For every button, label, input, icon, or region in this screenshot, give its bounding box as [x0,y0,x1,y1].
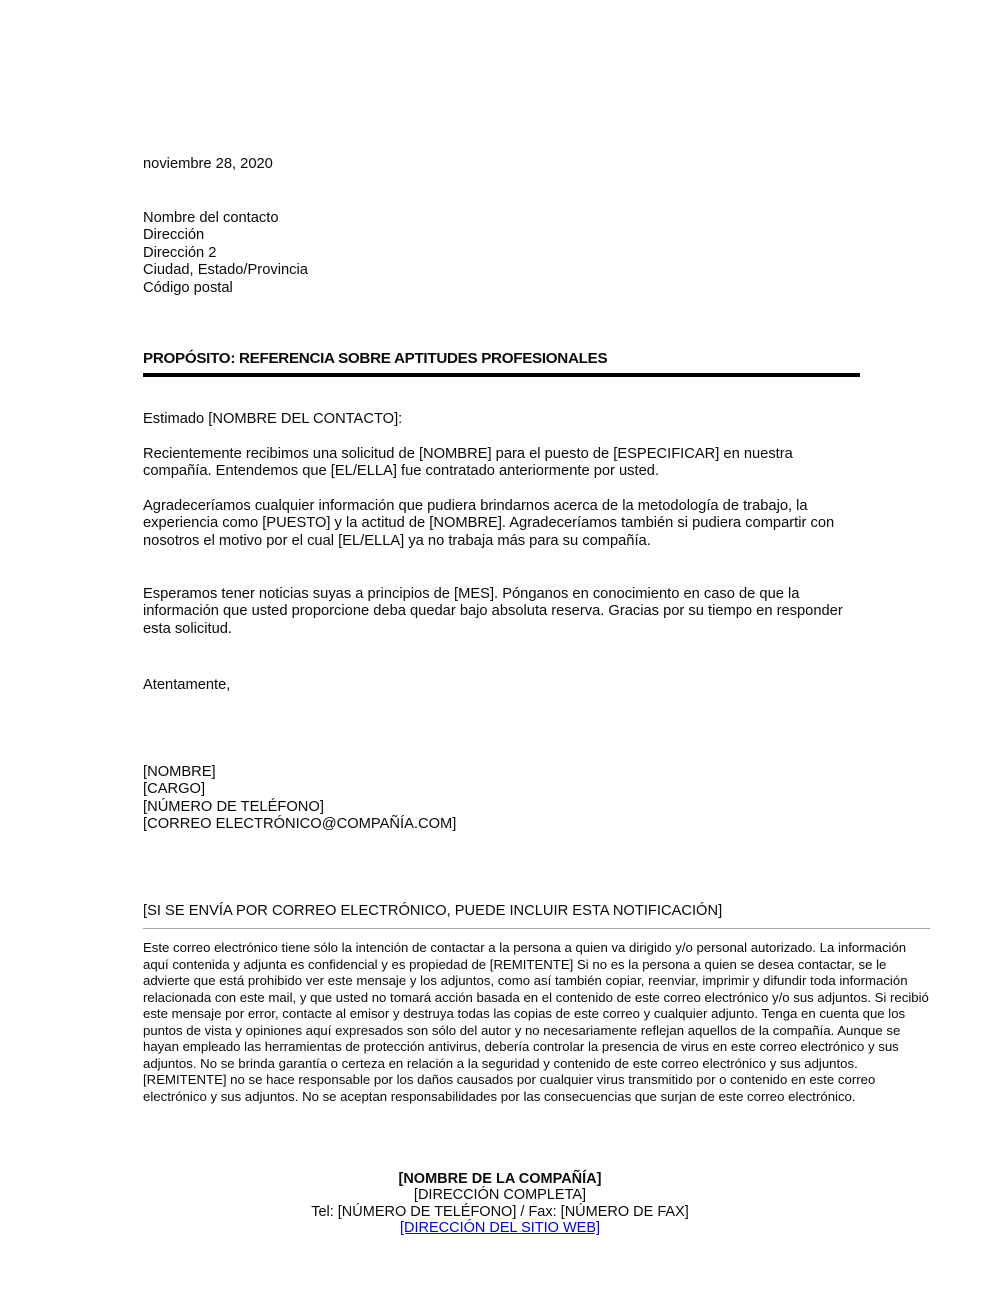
signature-phone: [NÚMERO DE TELÉFONO] [143,798,324,815]
recipient-line-postal-code: Código postal [143,279,233,296]
signature-block [143,764,860,834]
recipient-line-contact-name: Nombre del contacto [143,210,279,226]
body-paragraph-2: Agradeceríamos cualquier información que pudiera brindarnos acerca de la metodología de trabajo, la experiencia como [PUESTO] y la actitud de [NOMBRE]. Agradeceríamos también si pudiera compartir con nosotros el motivo por el cual [EL/ELLA] ya no trabaja más para su compañía. [143,498,835,549]
recipient-line-address: Dirección [143,227,205,244]
body-paragraph-1: Recientemente recibimos una solicitud de [NOMBRE] para el puesto de [ESPECIFICAR] en nuestra compañía. Entendemos que [EL/ELLA] fue contratado anteriormente por usted. [143,446,793,480]
salutation: Estimado [NOMBRE DEL CONTACTO]: [143,411,403,427]
recipient-line-address2: Dirección 2 [143,244,217,261]
signature-title: [CARGO] [143,781,206,798]
body-paragraph-3: Esperamos tener noticias suyas a principios de [MES]. Pónganos en conocimiento en caso de que la información que usted proporcione deba quedar bajo absoluta reserva. Gracias por su tiempo en responder esta solicitud. [143,586,843,637]
closing-line: Atentamente, [143,677,231,693]
email-notice-line: [SI SE ENVÍA POR CORREO ELECTRÓNICO, PUEDE INCLUIR ESTA NOTIFICACIÓN] [143,903,723,919]
company-footer [0,1171,1000,1237]
date-line: noviembre 28, 2020 [143,156,273,172]
signature-email: [CORREO ELECTRÓNICO@COMPAÑÍA.COM] [143,816,457,833]
recipient-address-block [143,210,860,297]
signature-name: [NOMBRE] [143,764,216,780]
horizontal-divider [143,928,930,929]
footer-address: [DIRECCIÓN COMPLETA] [413,1187,587,1204]
footer-company-name: [NOMBRE DE LA COMPAÑÍA] [398,1171,602,1187]
recipient-line-city-state: Ciudad, Estado/Provincia [143,262,308,279]
subject-heading: PROPÓSITO: REFERENCIA SOBRE APTITUDES PROFESIONALES [143,350,860,377]
disclaimer-text: Este correo electrónico tiene sólo la intención de contactar a la persona a quien va dirigido y/o personal autorizado. La información aquí contenida y adjunta es confidencial y es propiedad de [REMITENTE] Si no es la persona a quien se desea contactar, se le advierte que está prohibido ver este mensaje y los adjuntos, como así también copiar, reenviar, imprimir y difundir toda información relacionada con este mail, y que usted no tomará acción basada en el contenido de este correo electrónico y/o sus adjuntos. Si recibió este mensaje por error, contacte al emisor y destruya todas las copias de este correo y cualquier adjunto. Tenga en cuenta que los puntos de vista y opiniones aquí expresados son sólo del autor y no necesariamente reflejan aquellos de la compañía. Aunque se hayan empleado las herramientas de protección antivirus, debería controlar la presencia de virus en este correo electrónico y sus adjuntos. No se brinda garantía o certeza en relación a la seguridad y contenido de este correo electrónico y sus adjuntos. [REMITENTE] no se hace responsable por los daños causados por cualquier virus transmitido por o contenido en este correo electrónico y sus adjuntos. No se aceptan responsabilidades por las consecuencias que surjan de este correo electrónico. [143,940,929,1104]
footer-tel-fax: Tel: [NÚMERO DE TELÉFONO] / Fax: [NÚMERO DE FAX] [311,1203,689,1220]
footer-website-link[interactable]: [DIRECCIÓN DEL SITIO WEB] [399,1220,601,1237]
